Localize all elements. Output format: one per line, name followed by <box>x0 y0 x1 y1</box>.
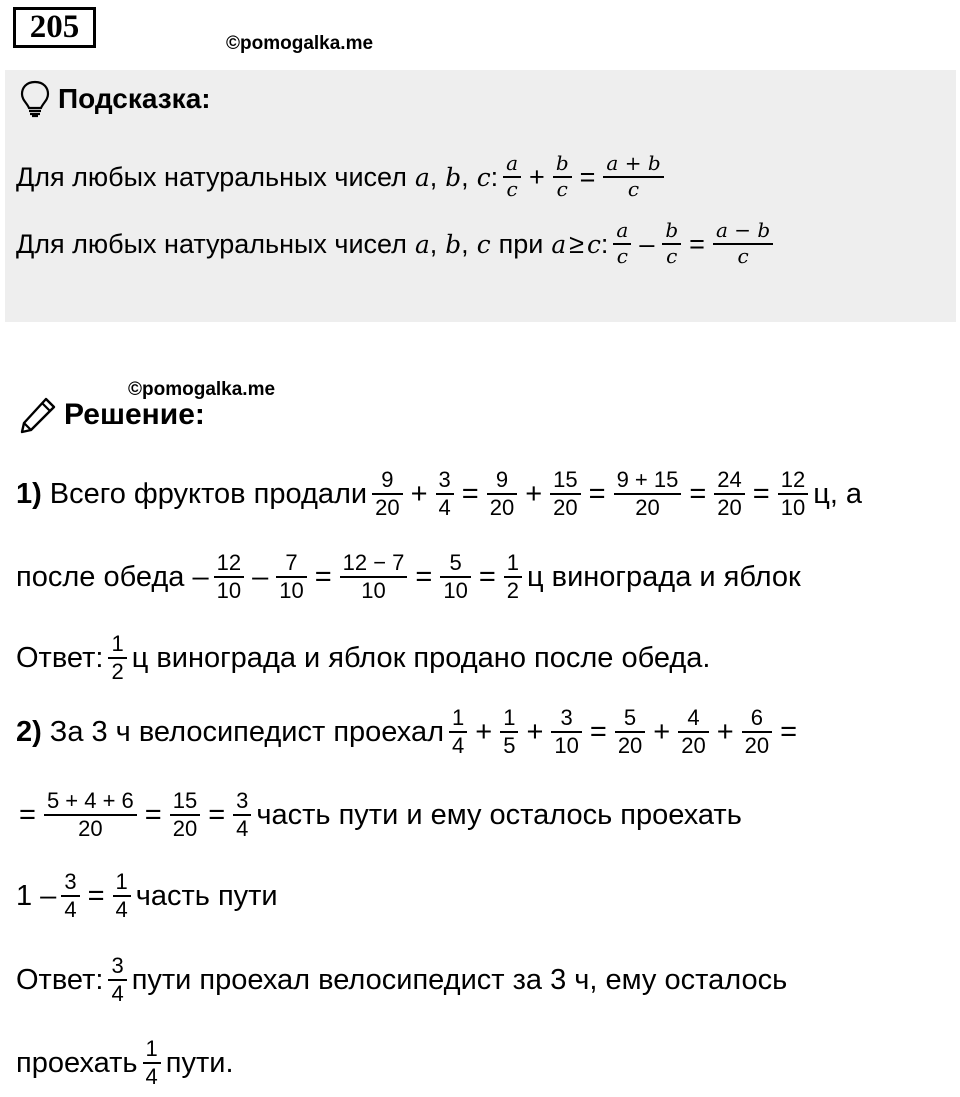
fraction: $\frac{5}{10}$ <box>440 550 470 604</box>
fraction: $\frac{b}{c}$ <box>662 219 681 268</box>
fraction: $\frac{6}{20}$ <box>742 705 772 759</box>
fraction: $\frac{1}{4}$ <box>113 869 131 923</box>
lightbulb-icon <box>20 80 50 118</box>
fraction: $\frac{3}{4}$ <box>61 869 79 923</box>
solution-step-1: 1) Всего фруктов продали $\frac{9}{20}$ + $\frac{3}{4}$ = $\frac{9}{20}$ + $\frac{15}{20}$ = $\frac{9 + 15}{20}$ = $\frac{24}{20}$ = $\frac{12}{10}$ ц, а <box>16 467 863 520</box>
fraction: $\frac{3}{10}$ <box>551 705 581 759</box>
hint-rule-addition: Для любых натуральных чисел a , b , c : $\frac{a}{c}$ + $\frac{b}{c}$ = $\frac{a + b}{c}$ <box>16 137 669 217</box>
solution-header <box>18 393 205 437</box>
solution-title: Решение: <box>64 398 205 431</box>
answer-2-continued: проехать $\frac{1}{4}$ пути. <box>16 1036 234 1089</box>
watermark: ©pomogalka.me <box>226 33 374 54</box>
hint-title: Подсказка: <box>58 83 211 114</box>
fraction: $\frac{5}{20}$ <box>615 705 645 759</box>
answer-1: Ответ: $\frac{1}{2}$ ц винограда и яблок продано после обеда. <box>16 631 711 684</box>
fraction: $\frac{7}{10}$ <box>276 550 306 604</box>
answer-2: Ответ: $\frac{3}{4}$ пути проехал велосипедист за 3 ч, ему осталось <box>16 953 788 1006</box>
fraction: $\frac{3}{4}$ <box>108 953 126 1007</box>
fraction: $\frac{9}{20}$ <box>487 467 517 521</box>
fraction: $\frac{4}{20}$ <box>678 705 708 759</box>
solution-step-2: 2) За 3 ч велосипедист проехал $\frac{1}{4}$ + $\frac{1}{5}$ + $\frac{3}{10}$ = $\frac{5}{20}$ + $\frac{4}{20}$ + $\frac{6}{20}$ = <box>16 705 798 758</box>
fraction: $\frac{3}{4}$ <box>233 788 251 842</box>
fraction: $\frac{15}{20}$ <box>550 467 580 521</box>
hint-header <box>20 79 211 119</box>
fraction: $\frac{9 + 15}{20}$ <box>614 467 682 521</box>
fraction: $\frac{15}{20}$ <box>170 788 200 842</box>
task-number: 205 <box>13 7 96 48</box>
solution-step-2-continued: = $\frac{5 + 4 + 6}{20}$ = $\frac{15}{20}$ = $\frac{3}{4}$ часть пути и ему осталось проехать <box>19 788 742 841</box>
watermark: ©pomogalka.me <box>128 379 276 400</box>
fraction: $\frac{a}{c}$ <box>503 152 521 201</box>
fraction: $\frac{b}{c}$ <box>553 152 572 201</box>
fraction: $\frac{1}{2}$ <box>504 550 522 604</box>
solution-step-2-remaining: 1 – $\frac{3}{4}$ = $\frac{1}{4}$ часть пути <box>16 869 278 922</box>
fraction: $\frac{12}{10}$ <box>778 467 808 521</box>
solution-step-1-continued: после обеда – $\frac{12}{10}$ – $\frac{7}{10}$ = $\frac{12 - 7}{10}$ = $\frac{5}{10}$ = $\frac{1}{2}$ ц винограда и яблок <box>16 550 801 603</box>
fraction: $\frac{24}{20}$ <box>714 467 744 521</box>
fraction: $\frac{1}{4}$ <box>449 705 467 759</box>
fraction: $\frac{1}{4}$ <box>143 1036 161 1090</box>
fraction: $\frac{a - b}{c}$ <box>713 219 773 268</box>
hint-rule-subtraction: Для любых натуральных чисел a , b , c при a ≥ c : $\frac{a}{c}$ – $\frac{b}{c}$ = $\frac{a - b}{c}$ <box>16 204 778 284</box>
fraction: $\frac{5 + 4 + 6}{20}$ <box>44 788 137 842</box>
fraction: $\frac{1}{5}$ <box>500 705 518 759</box>
fraction: $\frac{a + b}{c}$ <box>603 152 663 201</box>
fraction: $\frac{a}{c}$ <box>613 219 631 268</box>
fraction: $\frac{12}{10}$ <box>214 550 244 604</box>
fraction: $\frac{9}{20}$ <box>372 467 402 521</box>
pencil-icon <box>18 395 58 435</box>
fraction: $\frac{3}{4}$ <box>436 467 454 521</box>
fraction: $\frac{1}{2}$ <box>108 631 126 685</box>
fraction: $\frac{12 - 7}{10}$ <box>340 550 408 604</box>
